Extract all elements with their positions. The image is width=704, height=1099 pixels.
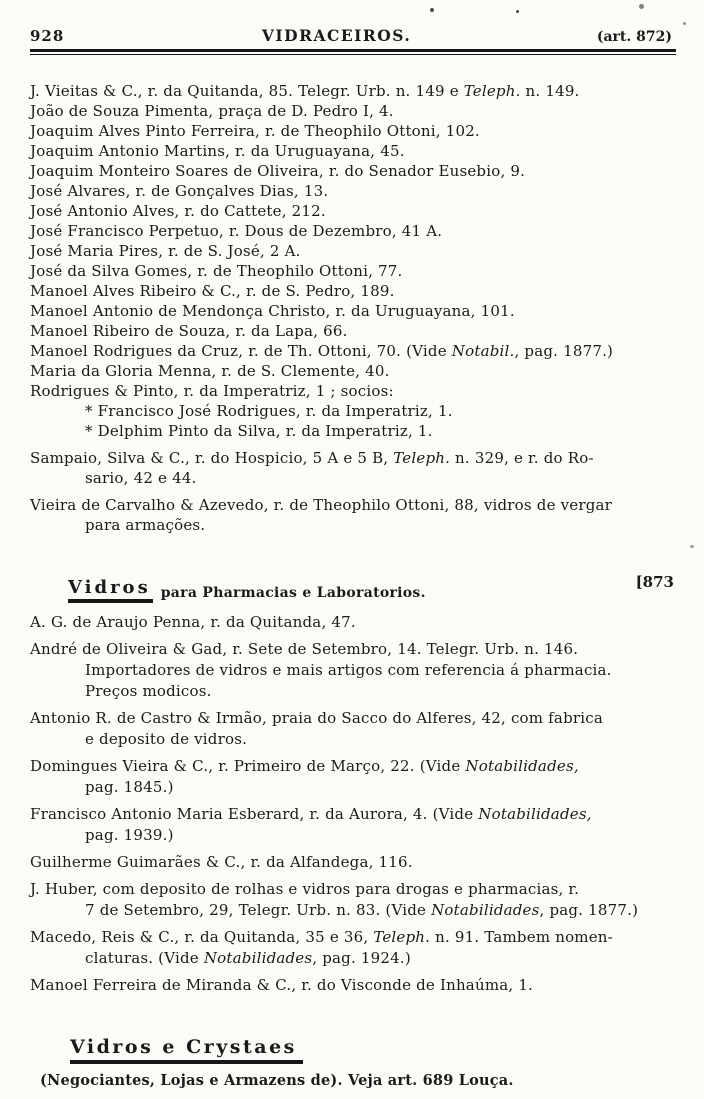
article-number: (art. 872) xyxy=(596,29,672,45)
section-heading-subtitle: para Pharmacias e Laboratorios. xyxy=(160,585,426,601)
directory-entry: Joaquim Antonio Martins, r. da Uruguayana, 45. xyxy=(30,142,405,160)
directory-entry: Manoel Antonio de Mendonça Christo, r. da Uruguayana, 101. xyxy=(30,302,515,320)
vidraceiros-entry-list xyxy=(30,81,676,535)
directory-entry: Macedo, Reis & C., r. da Quitanda, 35 e 36, Teleph. n. 91. Tambem nomen- claturas. (Vide Notabilidades, pag. 1924.) xyxy=(30,928,613,967)
directory-entry: J. Vieitas & C., r. da Quitanda, 85. Telegr. Urb. n. 149 e Teleph. n. 149. xyxy=(30,82,580,100)
head-rule xyxy=(30,49,676,55)
directory-entry: Domingues Vieira & C., r. Primeiro de Março, 22. (Vide Notabilidades, pag. 1845.) xyxy=(30,757,579,796)
directory-entry: José Antonio Alves, r. do Cattete, 212. xyxy=(30,202,326,220)
scan-speckle xyxy=(430,8,434,12)
page-number: 928 xyxy=(30,27,65,45)
directory-entry: Manoel Rodrigues da Cruz, r. de Th. Ottoni, 70. (Vide Notabil., pag. 1877.) xyxy=(30,342,614,360)
directory-entry: Sampaio, Silva & C., r. do Hospicio, 5 A e 5 B, Teleph. n. 329, e r. do Ro- sario, 42 e 44. xyxy=(30,449,594,487)
directory-entry: Joaquim Monteiro Soares de Oliveira, r. do Senador Eusebio, 9. xyxy=(30,162,526,180)
section-heading-vidros-pharmacias xyxy=(68,573,676,601)
section-heading-word: Vidros e Crystaes xyxy=(70,1036,303,1064)
page-title: VIDRACEIROS. xyxy=(261,26,412,45)
vidros-pharmacias-entry-list xyxy=(30,612,676,996)
directory-entry: Manoel Ribeiro de Souza, r. da Lapa, 66. xyxy=(30,322,348,340)
directory-entry: Francisco Antonio Maria Esberard, r. da Aurora, 4. (Vide Notabilidades, pag. 1939.) xyxy=(30,805,592,844)
directory-entry: * Francisco José Rodrigues, r. da Imperatriz, 1. xyxy=(85,402,453,420)
directory-entry: Vieira de Carvalho & Azevedo, r. de Theophilo Ottoni, 88, vidros de vergar para armações. xyxy=(30,496,613,534)
directory-entry: * Delphim Pinto da Silva, r. da Imperatriz, 1. xyxy=(85,422,433,440)
scan-speckle xyxy=(639,4,644,9)
directory-entry: João de Souza Pimenta, praça de D. Pedro I, 4. xyxy=(30,102,394,120)
scan-speckle xyxy=(683,22,686,25)
directory-entry: José da Silva Gomes, r. de Theophilo Ottoni, 77. xyxy=(30,262,403,280)
directory-entry: Manoel Alves Ribeiro & C., r. de S. Pedro, 189. xyxy=(30,282,395,300)
directory-entry: Joaquim Alves Pinto Ferreira, r. de Theophilo Ottoni, 102. xyxy=(30,122,480,140)
running-head xyxy=(30,26,676,49)
section-article-ref: [873 xyxy=(635,573,674,591)
scan-speckle xyxy=(516,10,519,13)
directory-entry: José Maria Pires, r. de S. José, 2 A. xyxy=(30,242,301,260)
directory-entry: José Alvares, r. de Gonçalves Dias, 13. xyxy=(30,182,329,200)
cross-reference-note: (Negociantes, Lojas e Armazens de). Veja art. 689 Louça. xyxy=(40,1072,514,1089)
directory-entry: J. Huber, com deposito de rolhas e vidros para drogas e pharmacias, r. 7 de Setembro, 29, Telegr. Urb. n. 83. (Vide Notabilidades, pag. 1877.) xyxy=(30,880,639,919)
directory-entry: A. G. de Araujo Penna, r. da Quitanda, 47. xyxy=(30,613,356,631)
directory-entry: Antonio R. de Castro & Irmão, praia do Sacco do Alferes, 42, com fabrica e deposito de vidros. xyxy=(30,709,603,748)
directory-entry: Rodrigues & Pinto, r. da Imperatriz, 1 ; socios: xyxy=(30,382,394,400)
section-heading-vidros-crystaes xyxy=(70,1036,676,1058)
section-heading-word: Vidros xyxy=(68,577,153,603)
directory-entry: Manoel Ferreira de Miranda & C., r. do Visconde de Inhaúma, 1. xyxy=(30,976,534,994)
scan-speckle xyxy=(690,545,694,548)
directory-entry: Guilherme Guimarães & C., r. da Alfandega, 116. xyxy=(30,853,413,871)
directory-entry: José Francisco Perpetuo, r. Dous de Dezembro, 41 A. xyxy=(30,222,443,240)
directory-entry: André de Oliveira & Gad, r. Sete de Setembro, 14. Telegr. Urb. n. 146. Importadores de vidros e mais artigos com referencia á pharmacia. Preços modicos. xyxy=(30,640,612,700)
section-heading-text xyxy=(68,577,426,601)
directory-entry: Maria da Gloria Menna, r. de S. Clemente, 40. xyxy=(30,362,390,380)
